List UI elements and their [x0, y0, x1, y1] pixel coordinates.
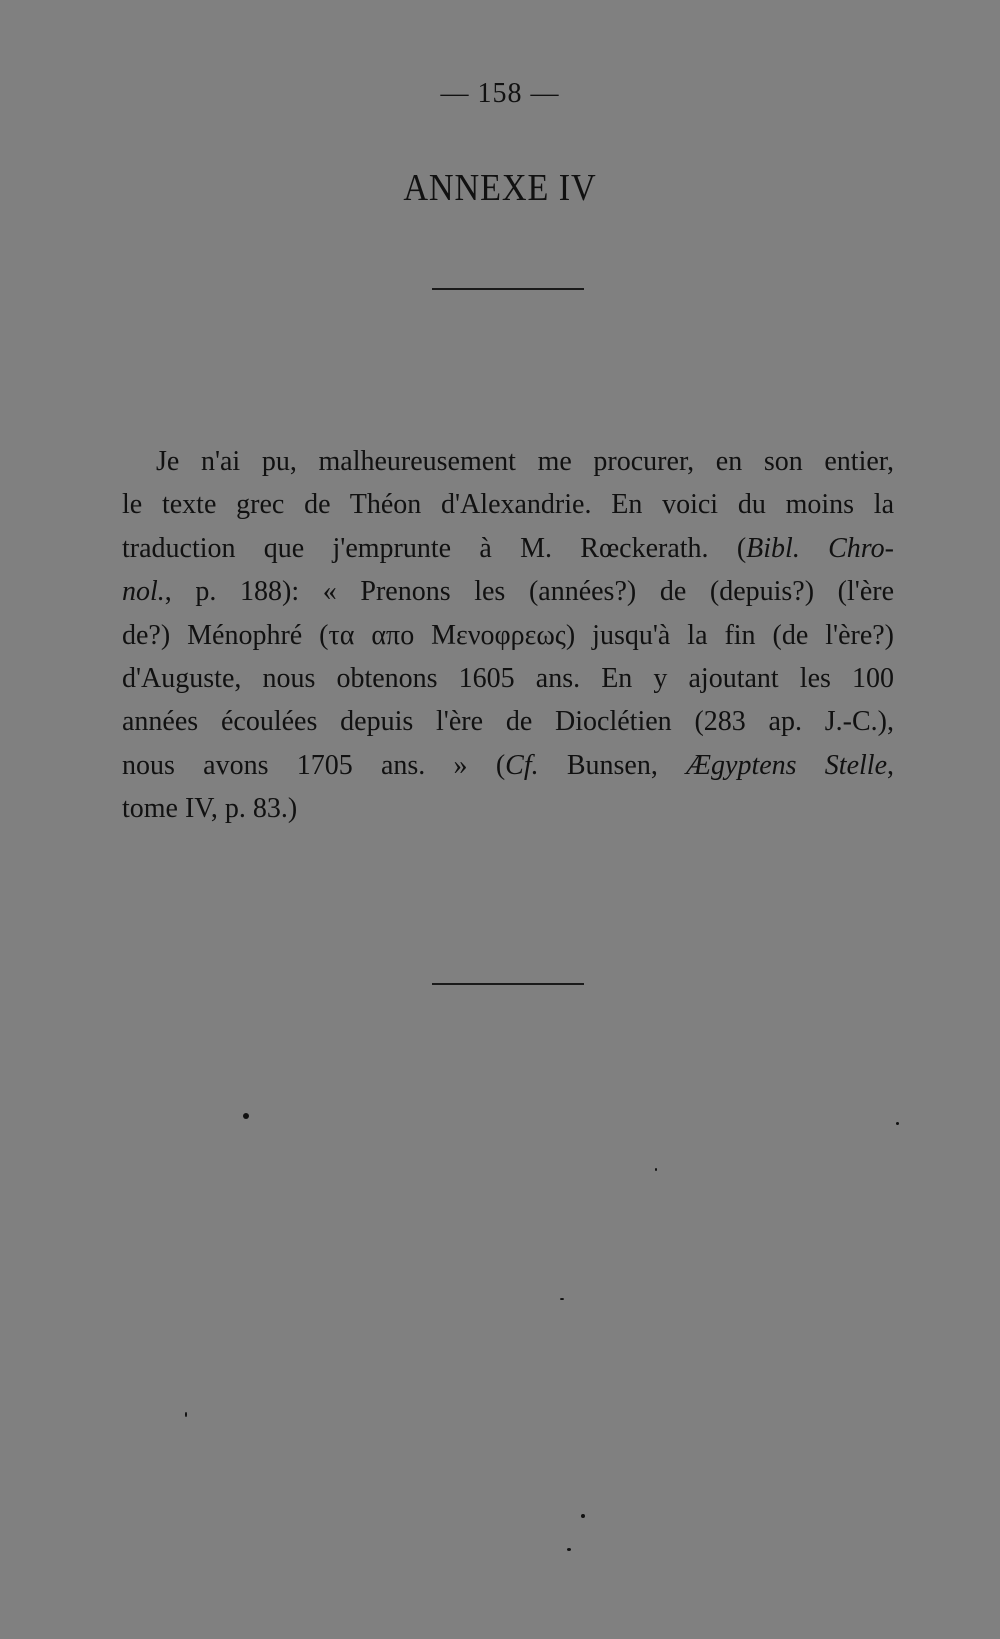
text-span: nous avons 1705 ans. » (	[122, 749, 506, 781]
text-span: , p. 188): « Prenons les (années?) de (depuis?) (l'ère	[164, 576, 894, 608]
text-span: de?) Ménophré (τα απο Μενοφρεως) jusqu'à la fin (de l'ère?)	[122, 619, 894, 651]
body-paragraph	[122, 440, 894, 831]
scan-speck	[655, 1168, 657, 1171]
text-span: Bunsen,	[538, 749, 687, 781]
scan-speck	[567, 1548, 571, 1551]
citation-italic: nol.	[122, 576, 165, 608]
title-italic: Ægyptens Stelle	[686, 749, 887, 781]
text-span: le texte grec de Théon d'Alexandrie. En voici du moins la	[122, 489, 894, 521]
text-span: Je n'ai pu, malheureusement me procurer, en son entier,	[156, 446, 894, 477]
text-line	[122, 744, 894, 787]
text-line	[122, 614, 894, 657]
text-line	[122, 700, 894, 743]
text-line	[122, 787, 894, 830]
bottom-divider	[432, 983, 584, 985]
text-line	[122, 527, 894, 570]
top-divider	[432, 288, 584, 290]
text-span: traduction que j'emprunte à M. Rœckerath. (	[122, 532, 747, 564]
scan-speck	[581, 1514, 585, 1518]
scan-speck	[243, 1113, 249, 1119]
text-line	[122, 440, 894, 483]
scan-speck	[560, 1298, 564, 1300]
text-line	[122, 657, 894, 700]
text-span: d'Auguste, nous obtenons 1605 ans. En y ajoutant les 100	[122, 663, 894, 695]
page-number: — 158 —	[440, 78, 560, 109]
text-line	[122, 570, 894, 613]
text-line	[122, 483, 894, 526]
scan-speck	[896, 1122, 899, 1125]
scan-speck	[185, 1412, 187, 1417]
text-span: ,	[887, 749, 894, 781]
citation-italic: Cf.	[505, 749, 539, 781]
citation-italic: Bibl. Chro-	[746, 532, 894, 564]
text-span: tome IV, p. 83.)	[122, 793, 298, 825]
chapter-title: ANNEXE IV	[403, 167, 597, 209]
text-span: années écoulées depuis l'ère de Dioclétien (283 ap. J.-C.),	[122, 706, 894, 738]
